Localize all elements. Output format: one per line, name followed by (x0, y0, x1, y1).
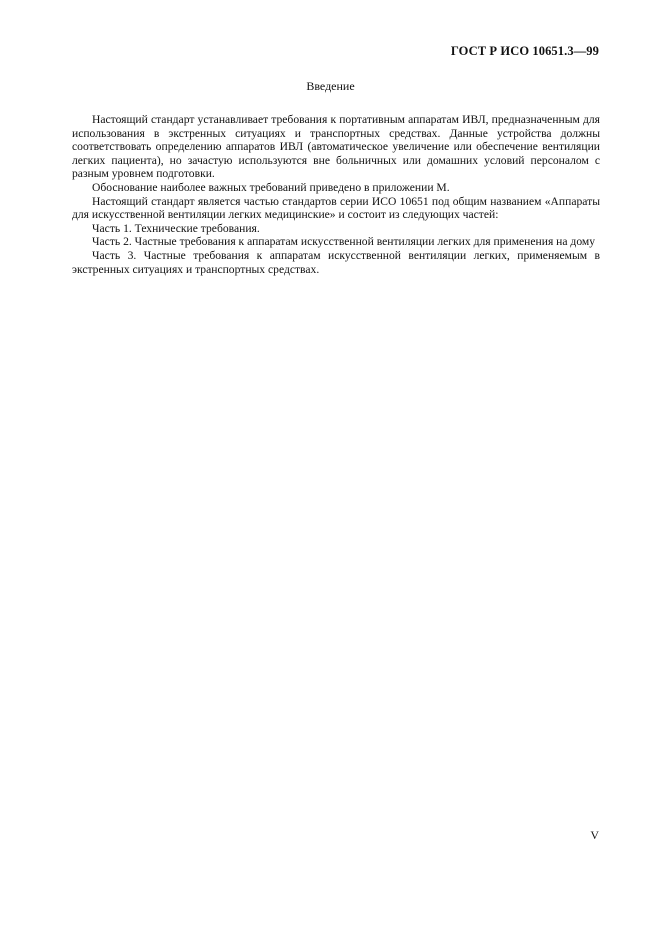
document-code-header: ГОСТ Р ИСО 10651.3—99 (450, 44, 599, 58)
paragraph-part-3: Часть 3. Частные требования к аппаратам искусственной вентиляции легких, применяемым в экстренных ситуациях и транспортных средствах. (72, 248, 600, 276)
page-number: V (590, 828, 599, 842)
section-title-introduction: Введение (306, 79, 355, 93)
paragraph-scope: Настоящий стандарт устанавливает требования к портативным аппаратам ИВЛ, предназначенным для использования в экстренных ситуациях и транспортных средствах. Данные устройства должны соответствовать определению аппаратов ИВЛ (автоматическое увеличение или обеспечение вентиляции легких пациента), но зачастую используются вне больничных или домашних условий персоналом с разным уровнем подготовки. (72, 113, 600, 181)
paragraph-part-2: Часть 2. Частные требования к аппаратам искусственной вентиляции легких для применения на дому (92, 235, 596, 249)
paragraph-part-1: Часть 1. Технические требования. (92, 221, 260, 235)
paragraph-series: Настоящий стандарт является частью стандартов серии ИСО 10651 под общим названием «Аппараты для искусственной вентиляции легких медицинские» и состоит из следующих частей: (72, 194, 600, 222)
paragraph-rationale: Обоснование наиболее важных требований приведено в приложении М. (92, 180, 450, 194)
introduction-body (72, 113, 600, 276)
